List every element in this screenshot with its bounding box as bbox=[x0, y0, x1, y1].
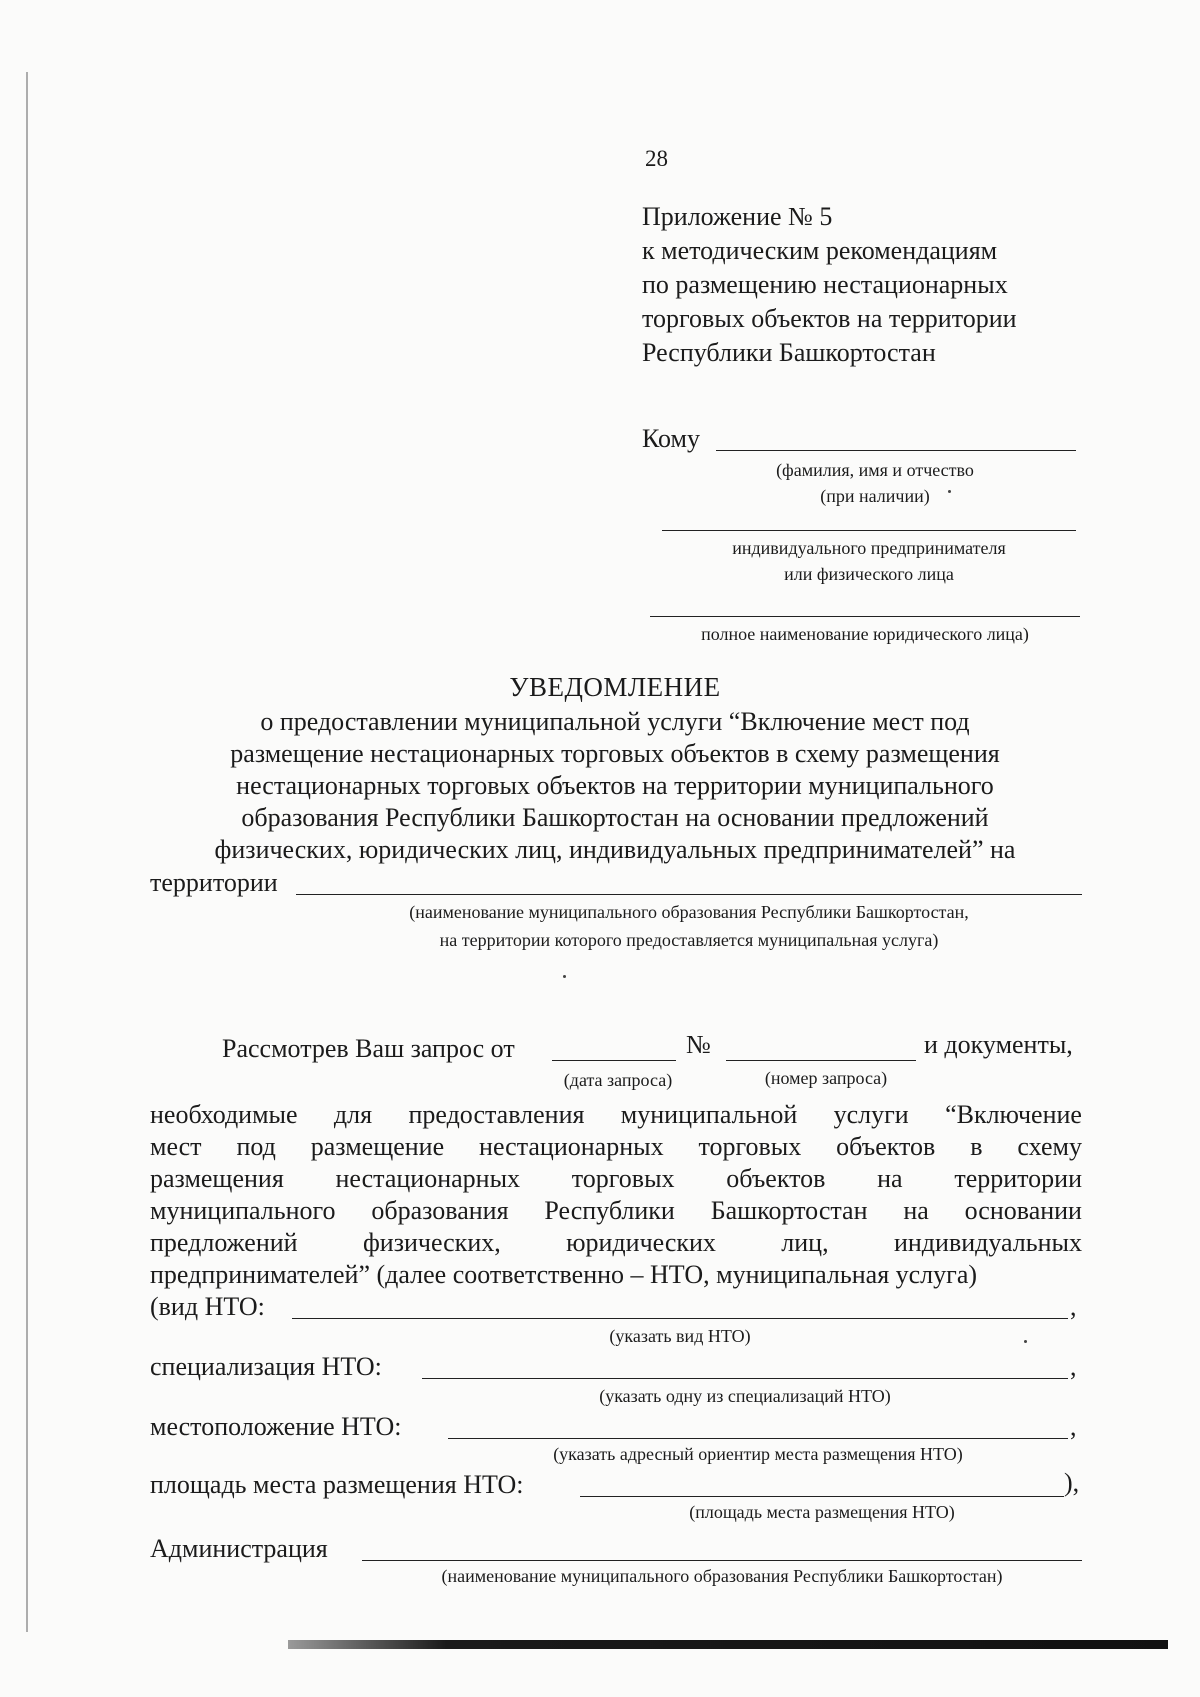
paragraph-word: территории bbox=[954, 1164, 1082, 1193]
administration-field[interactable] bbox=[362, 1560, 1082, 1561]
paragraph-line-4 bbox=[150, 1196, 1082, 1226]
request-suffix: и документы, bbox=[924, 1030, 1073, 1059]
nto-location-comma: , bbox=[1070, 1412, 1077, 1441]
paragraph-word: образования bbox=[371, 1196, 509, 1225]
paragraph-line-1 bbox=[150, 1100, 1082, 1130]
nto-area-field[interactable] bbox=[580, 1496, 1064, 1497]
territory-field[interactable] bbox=[296, 894, 1082, 895]
paragraph-word: “Включение bbox=[945, 1100, 1082, 1129]
territory-label: территории bbox=[150, 868, 278, 897]
paragraph-word: размещения bbox=[150, 1164, 284, 1193]
nto-area-hint: (площадь места размещения НТО) bbox=[689, 1502, 955, 1522]
paragraph-word: предложений bbox=[150, 1228, 298, 1257]
subtitle-line: размещение нестационарных торговых объектов в схему размещения bbox=[230, 739, 1000, 768]
nto-spec-comma: , bbox=[1070, 1352, 1077, 1381]
paragraph-line-3 bbox=[150, 1164, 1082, 1194]
nto-location-label: местоположение НТО: bbox=[150, 1412, 402, 1441]
paragraph-word: для bbox=[333, 1100, 373, 1129]
paragraph-word: схему bbox=[1017, 1132, 1082, 1161]
subtitle-line: образования Республики Башкортостан на основании предложений bbox=[241, 803, 989, 832]
recipient-legal-hint: полное наименование юридического лица) bbox=[701, 624, 1029, 644]
appendix-line: Республики Башкортостан bbox=[642, 338, 936, 367]
subtitle-line: нестационарных торговых объектов на территории муниципального bbox=[236, 771, 994, 800]
appendix-line: торговых объектов на территории bbox=[642, 304, 1017, 333]
paragraph-line-5 bbox=[150, 1228, 1082, 1258]
recipient-ip-field[interactable] bbox=[662, 530, 1076, 531]
appendix-line: к методическим рекомендациям bbox=[642, 236, 998, 265]
paragraph-word: услуги bbox=[833, 1100, 909, 1129]
number-sign: № bbox=[686, 1030, 711, 1059]
page-number: 28 bbox=[645, 146, 668, 171]
paragraph-word: Республики bbox=[544, 1196, 675, 1225]
territory-hint: (наименование муниципального образования Республики Башкортостан, bbox=[409, 902, 969, 922]
nto-spec-hint: (указать одну из специализаций НТО) bbox=[599, 1386, 891, 1406]
paragraph-word: лиц, bbox=[781, 1228, 829, 1257]
recipient-name-hint-2: (при наличии) bbox=[820, 486, 930, 506]
nto-area-label: площадь места размещения НТО: bbox=[150, 1470, 524, 1499]
nto-area-close: ), bbox=[1064, 1468, 1080, 1497]
request-date-hint: (дата запроса) bbox=[563, 1070, 673, 1090]
recipient-ip-hint: индивидуального предпринимателя bbox=[732, 538, 1006, 558]
paragraph-word: объектов bbox=[836, 1132, 936, 1161]
nto-type-comma: , bbox=[1070, 1292, 1077, 1321]
paragraph-line-2 bbox=[150, 1132, 1082, 1162]
paragraph-word: торговых bbox=[698, 1132, 802, 1161]
subtitle-line: о предоставлении муниципальной услуги “Включение мест под bbox=[260, 707, 970, 736]
subtitle-line: физических, юридических лиц, индивидуальных предпринимателей” на bbox=[214, 835, 1016, 864]
request-prefix: Рассмотрев Ваш запрос от bbox=[222, 1034, 515, 1063]
paragraph-word: в bbox=[970, 1132, 983, 1161]
request-date-field[interactable] bbox=[552, 1060, 676, 1061]
paragraph-word: физических, bbox=[362, 1228, 501, 1257]
paragraph-word: необходимые bbox=[150, 1100, 298, 1129]
paragraph-word: Башкортостан bbox=[710, 1196, 868, 1225]
paragraph-word: под bbox=[236, 1132, 276, 1161]
appendix-line: Приложение № 5 bbox=[642, 202, 833, 231]
recipient-label: Кому bbox=[642, 424, 701, 453]
administration-hint: (наименование муниципального образования Республики Башкортостан) bbox=[441, 1566, 1003, 1586]
appendix-line: по размещению нестационарных bbox=[642, 270, 1008, 299]
paragraph-word: муниципальной bbox=[620, 1100, 798, 1129]
recipient-name-hint: (фамилия, имя и отчество bbox=[776, 460, 974, 480]
paragraph-word: предоставления bbox=[408, 1100, 585, 1129]
request-number-field[interactable] bbox=[726, 1060, 916, 1061]
recipient-legal-field[interactable] bbox=[650, 616, 1080, 617]
nto-type-label: (вид НТО: bbox=[150, 1292, 265, 1321]
nto-location-hint: (указать адресный ориентир места размещения НТО) bbox=[553, 1444, 963, 1464]
nto-type-hint: (указать вид НТО) bbox=[609, 1326, 751, 1346]
appendix-header bbox=[642, 200, 1017, 370]
recipient-name-field[interactable] bbox=[716, 450, 1076, 451]
paragraph-word: на bbox=[903, 1196, 929, 1225]
paragraph-word: юридических bbox=[566, 1228, 716, 1257]
paragraph-word: муниципального bbox=[150, 1196, 336, 1225]
paragraph-word: размещение bbox=[310, 1132, 445, 1161]
nto-spec-label: специализация НТО: bbox=[150, 1352, 382, 1381]
paragraph-line-6: предпринимателей” (далее соответственно – НТО, муниципальная услуга) bbox=[150, 1260, 978, 1289]
scan-edge-line bbox=[26, 72, 28, 1632]
notice-title: УВЕДОМЛЕНИЕ bbox=[509, 672, 721, 702]
paragraph-word: нестационарных bbox=[479, 1132, 664, 1161]
paragraph-word: мест bbox=[150, 1132, 202, 1161]
recipient-ip-hint-2: или физического лица bbox=[784, 564, 954, 584]
paragraph-word: на bbox=[877, 1164, 903, 1193]
paragraph-word: индивидуальных bbox=[893, 1228, 1082, 1257]
territory-hint-2: на территории которого предоставляется муниципальная услуга) bbox=[439, 930, 939, 950]
scan-speck bbox=[563, 975, 566, 978]
notice-subtitle bbox=[150, 706, 1080, 866]
nto-spec-field[interactable] bbox=[422, 1378, 1068, 1379]
nto-location-field[interactable] bbox=[448, 1438, 1068, 1439]
paragraph-word: торговых bbox=[571, 1164, 675, 1193]
nto-type-field[interactable] bbox=[292, 1318, 1068, 1319]
paragraph-word: основании bbox=[964, 1196, 1082, 1225]
paragraph-word: нестационарных bbox=[335, 1164, 521, 1193]
administration-label: Администрация bbox=[150, 1534, 328, 1563]
paragraph-word: объектов bbox=[726, 1164, 826, 1193]
request-number-hint: (номер запроса) bbox=[764, 1068, 888, 1088]
scan-bottom-bar bbox=[288, 1640, 1168, 1649]
